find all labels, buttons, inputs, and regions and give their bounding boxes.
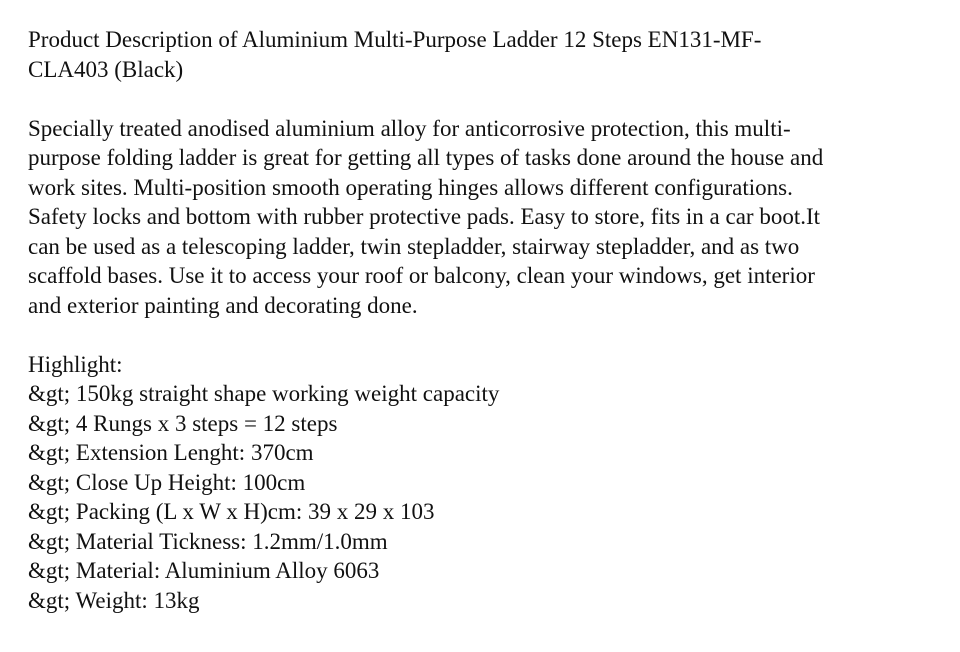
description-paragraph (28, 114, 928, 321)
description-line-1: Specially treated anodised aluminium alloy for anticorrosive protection, this multi- (28, 115, 791, 141)
product-title-line-1: Product Description of Aluminium Multi-Purpose Ladder 12 Steps EN131-MF- (28, 27, 762, 52)
description-line-5: can be used as a telescoping ladder, twin stepladder, stairway stepladder, and as two (28, 233, 800, 259)
product-title-line-2: CLA403 (Black) (28, 56, 184, 82)
highlight-item: &gt; 150kg straight shape working weight capacity (28, 381, 500, 406)
paragraph-spacer (28, 320, 928, 350)
highlight-item: &gt; Weight: 13kg (28, 587, 200, 613)
product-description-document (28, 25, 928, 615)
highlight-item: &gt; Packing (L x W x H)cm: 39 x 29 x 103 (28, 499, 435, 524)
description-line-3: work sites. Multi-position smooth operating hinges allows different configurations. (28, 174, 793, 200)
highlight-item: &gt; 4 Rungs x 3 steps = 12 steps (28, 410, 338, 436)
description-line-4: Safety locks and bottom with rubber protective pads. Easy to store, fits in a car boot.It (28, 204, 821, 229)
product-title (28, 25, 928, 84)
highlights-heading: Highlight: (28, 351, 123, 377)
highlight-item: &gt; Material Tickness: 1.2mm/1.0mm (28, 528, 388, 554)
highlight-item: &gt; Close Up Height: 100cm (28, 469, 306, 495)
highlight-item: &gt; Material: Aluminium Alloy 6063 (28, 558, 380, 583)
highlight-item: &gt; Extension Lenght: 370cm (28, 440, 314, 465)
highlights-section (28, 350, 928, 616)
description-line-6: scaffold bases. Use it to access your roof or balcony, clean your windows, get interior (28, 263, 815, 288)
description-line-2: purpose folding ladder is great for getting all types of tasks done around the house and (28, 145, 824, 170)
description-line-7: and exterior painting and decorating done. (28, 292, 418, 318)
paragraph-spacer (28, 84, 928, 114)
